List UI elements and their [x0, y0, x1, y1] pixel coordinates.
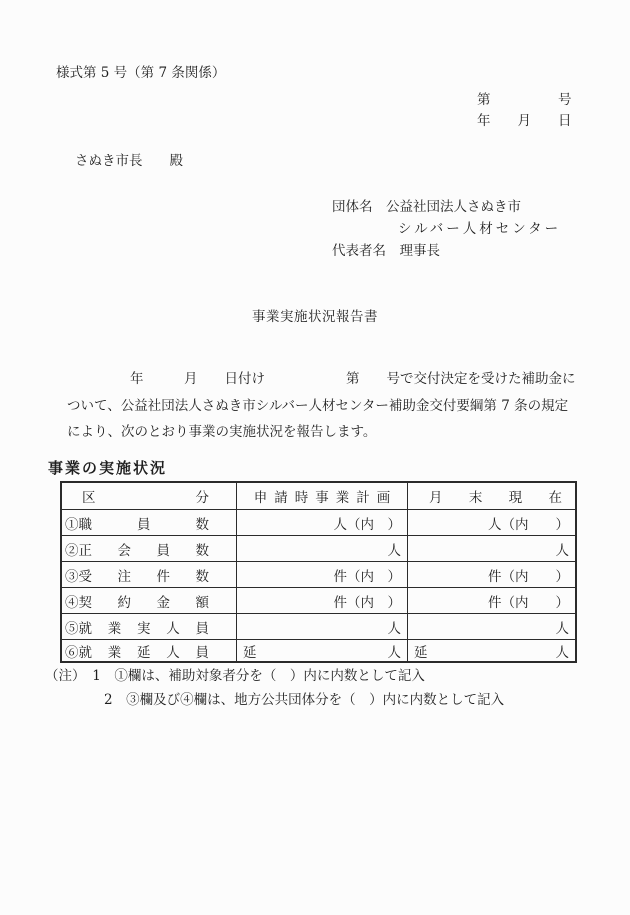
table-row [62, 587, 575, 613]
distributed-segment: ②正 [65, 542, 92, 559]
note-line2: 2 ③欄及び④欄は、地方公共団体分を（ ）内に内数として記入 [104, 692, 505, 708]
status-table [60, 481, 577, 663]
current-value-cell [407, 510, 575, 535]
table-row [62, 509, 575, 535]
value-prefix: 延 [414, 644, 428, 661]
table-row [62, 561, 575, 587]
value-unit: 人（内 ） [488, 516, 569, 533]
body-paragraph-line1: 年 月 日付け 第 号で交付決定を受けた補助金に [130, 371, 576, 387]
plan-value-cell [236, 562, 407, 587]
distributed-segment: 約 [117, 594, 131, 611]
organization-name-line2: シルバー人材センター [398, 221, 562, 237]
table-row [62, 613, 575, 639]
distributed-segment: ④契 [65, 594, 92, 611]
current-value-cell [407, 614, 575, 639]
distributed-segment: 人 [166, 620, 180, 637]
date-line: 年 月 日 [477, 113, 572, 129]
addressee-line: さぬき市長 殿 [75, 153, 183, 169]
value-unit: 人 [387, 644, 401, 661]
distributed-segment: 業 [107, 644, 122, 661]
distributed-segment: 件 [156, 568, 170, 585]
value-unit: 件（内 ） [488, 568, 569, 585]
document-number-line: 第 号 [477, 92, 572, 108]
distributed-segment: ⑤就 [65, 620, 92, 637]
table-row [62, 535, 575, 561]
distributed-segment: 現 [508, 490, 523, 506]
form-number: 様式第 5 号（第 7 条関係） [56, 65, 226, 81]
current-value-cell [407, 562, 575, 587]
plan-value-cell [236, 536, 407, 561]
distributed-segment: 月 [429, 490, 443, 506]
distributed-segment: 数 [195, 568, 209, 585]
distributed-segment: 末 [468, 490, 483, 506]
distributed-segment: 数 [195, 542, 209, 559]
current-value-cell [407, 640, 575, 661]
row-label-cell [62, 588, 236, 613]
row-label-cell [62, 536, 236, 561]
distributed-segment: 会 [117, 542, 131, 559]
distributed-segment: 員 [195, 620, 209, 637]
plan-value-cell [236, 510, 407, 535]
row-label-cell [62, 614, 236, 639]
row-label-cell [62, 510, 236, 535]
distributed-segment: 金 [156, 594, 170, 611]
value-unit: 人 [555, 542, 569, 559]
header-cell-plan: 申請時事業計画 [236, 483, 407, 509]
body-paragraph-line2: ついて、公益社団法人さぬき市シルバー人材センター補助金交付要綱第 7 条の規定 [67, 398, 569, 414]
plan-value-cell [236, 614, 407, 639]
distributed-segment: 区 [82, 490, 96, 506]
organization-name-line1: 団体名 公益社団法人さぬき市 [332, 199, 521, 215]
row-label-cell [62, 562, 236, 587]
distributed-segment: 員 [195, 644, 209, 661]
distributed-segment: 業 [107, 620, 122, 637]
distributed-segment: 分 [195, 490, 209, 506]
distributed-segment: 数 [195, 516, 209, 533]
value-unit: 人（内 ） [333, 516, 401, 533]
representative-line: 代表者名 理事長 [332, 243, 440, 259]
row-label-cell [62, 640, 236, 661]
value-unit: 件（内 ） [333, 594, 401, 611]
body-paragraph-line3: により、次のとおり事業の実施状況を報告します。 [67, 424, 377, 440]
distributed-segment: 人 [166, 644, 180, 661]
header-cell-category [62, 483, 236, 509]
distributed-segment: 延 [137, 644, 151, 661]
distributed-segment: 額 [195, 594, 209, 611]
value-unit: 人 [555, 644, 569, 661]
header-cell-current [407, 483, 575, 509]
current-value-cell [407, 588, 575, 613]
note-line1: （注） 1 ①欄は、補助対象者分を（ ）内に内数として記入 [45, 668, 425, 684]
plan-value-cell [236, 640, 407, 661]
value-unit: 人 [555, 620, 569, 637]
plan-value-cell [236, 588, 407, 613]
current-value-cell [407, 536, 575, 561]
distributed-segment: 在 [548, 490, 562, 506]
value-unit: 件（内 ） [333, 568, 401, 585]
value-unit: 人 [387, 620, 401, 637]
table-header-row [62, 483, 575, 509]
distributed-segment: 員 [156, 542, 170, 559]
distributed-segment: ⑥就 [65, 644, 92, 661]
document-title: 事業実施状況報告書 [252, 309, 378, 325]
distributed-segment: 注 [117, 568, 131, 585]
section-heading: 事業の実施状況 [48, 459, 168, 477]
value-prefix: 延 [243, 644, 257, 661]
table-row [62, 639, 575, 661]
distributed-segment: 員 [137, 516, 151, 533]
value-unit: 人 [387, 542, 401, 559]
distributed-segment: ①職 [65, 516, 92, 533]
value-unit: 件（内 ） [488, 594, 569, 611]
distributed-segment: 実 [137, 620, 151, 637]
distributed-segment: ③受 [65, 568, 92, 585]
